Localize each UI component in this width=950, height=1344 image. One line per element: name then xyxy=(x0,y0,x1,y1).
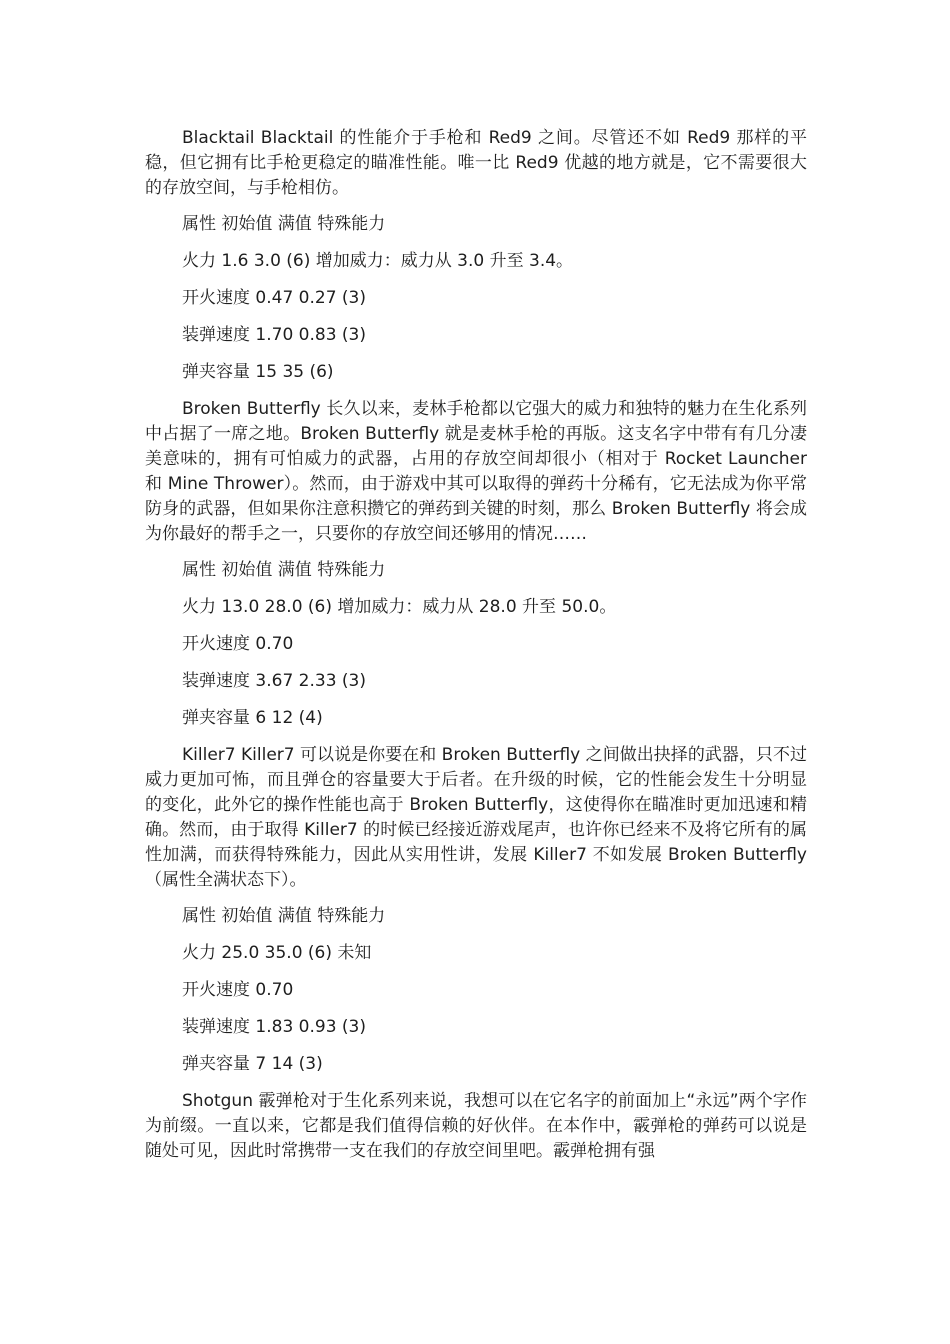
broken-butterfly-stat-firepower: 火力 13.0 28.0 (6) 增加威力：威力从 28.0 升至 50.0。 xyxy=(182,597,617,617)
killer7-description: Killer7 Killer7 可以说是你要在和 Broken Butterfly 之间做出抉择的武器，只不过威力更加可怖，而且弹仓的容量要大于后者。在升级的时候，它的性能会发生十分明显的变化，此外它的操作性能也高于 Broken Butterfly，这使得你在瞄准时更加迅速和精确。然而，由于取得 Killer7 的时候已经接近游戏尾声，也许你已经来不及将它所有的属性加满，而获得特殊能力，因此从实用性讲，发展 Killer7 不如发展 Broken Butterfly（属性全满状态下）。 xyxy=(145,745,807,890)
killer7-stat-firepower: 火力 25.0 35.0 (6) 未知 xyxy=(182,943,372,963)
document-page xyxy=(145,126,807,1175)
broken-butterfly-stat-reload-speed: 装弹速度 3.67 2.33 (3) xyxy=(182,671,366,691)
blacktail-stat-firing-speed: 开火速度 0.47 0.27 (3) xyxy=(182,288,366,308)
broken-butterfly-stat-header: 属性 初始值 满值 特殊能力 xyxy=(182,560,386,580)
blacktail-stat-capacity: 弹夹容量 15 35 (6) xyxy=(182,362,334,382)
killer7-stat-capacity: 弹夹容量 7 14 (3) xyxy=(182,1054,323,1074)
broken-butterfly-description: Broken Butterfly 长久以来，麦林手枪都以它强大的威力和独特的魅力在生化系列中占据了一席之地。Broken Butterfly 就是麦林手枪的再版。这支名字中带有有几分凄美意味的，拥有可怕威力的武器，占用的存放空间却很小（相对于 Rocket Launcher 和 Mine Thrower）。然而，由于游戏中其可以取得的弹药十分稀有，它无法成为你平常防身的武器，但如果你注意积攒它的弹药到关键的时刻，那么 Broken Butterfly 将会成为你最好的帮手之一，只要你的存放空间还够用的情况…… xyxy=(145,399,807,544)
shotgun-description: Shotgun 霰弹枪对于生化系列来说，我想可以在它名字的前面加上“永远”两个字作为前缀。一直以来，它都是我们值得信赖的好伙伴。在本作中，霰弹枪的弹药可以说是随处可见，因此时常携带一支在我们的存放空间里吧。霰弹枪拥有强 xyxy=(145,1091,807,1161)
blacktail-stat-header: 属性 初始值 满值 特殊能力 xyxy=(182,214,386,234)
blacktail-stat-firepower: 火力 1.6 3.0 (6) 增加威力：威力从 3.0 升至 3.4。 xyxy=(182,251,574,271)
broken-butterfly-stat-firing-speed: 开火速度 0.70 xyxy=(182,634,294,654)
blacktail-description: Blacktail Blacktail 的性能介于手枪和 Red9 之间。尽管还不如 Red9 那样的平稳，但它拥有比手枪更稳定的瞄准性能。唯一比 Red9 优越的地方就是，它不需要很大的存放空间，与手枪相仿。 xyxy=(145,128,807,198)
broken-butterfly-stat-capacity: 弹夹容量 6 12 (4) xyxy=(182,708,323,728)
killer7-stat-header: 属性 初始值 满值 特殊能力 xyxy=(182,906,386,926)
killer7-stat-reload-speed: 装弹速度 1.83 0.93 (3) xyxy=(182,1017,366,1037)
blacktail-stat-reload-speed: 装弹速度 1.70 0.83 (3) xyxy=(182,325,366,345)
killer7-stat-firing-speed: 开火速度 0.70 xyxy=(182,980,294,1000)
